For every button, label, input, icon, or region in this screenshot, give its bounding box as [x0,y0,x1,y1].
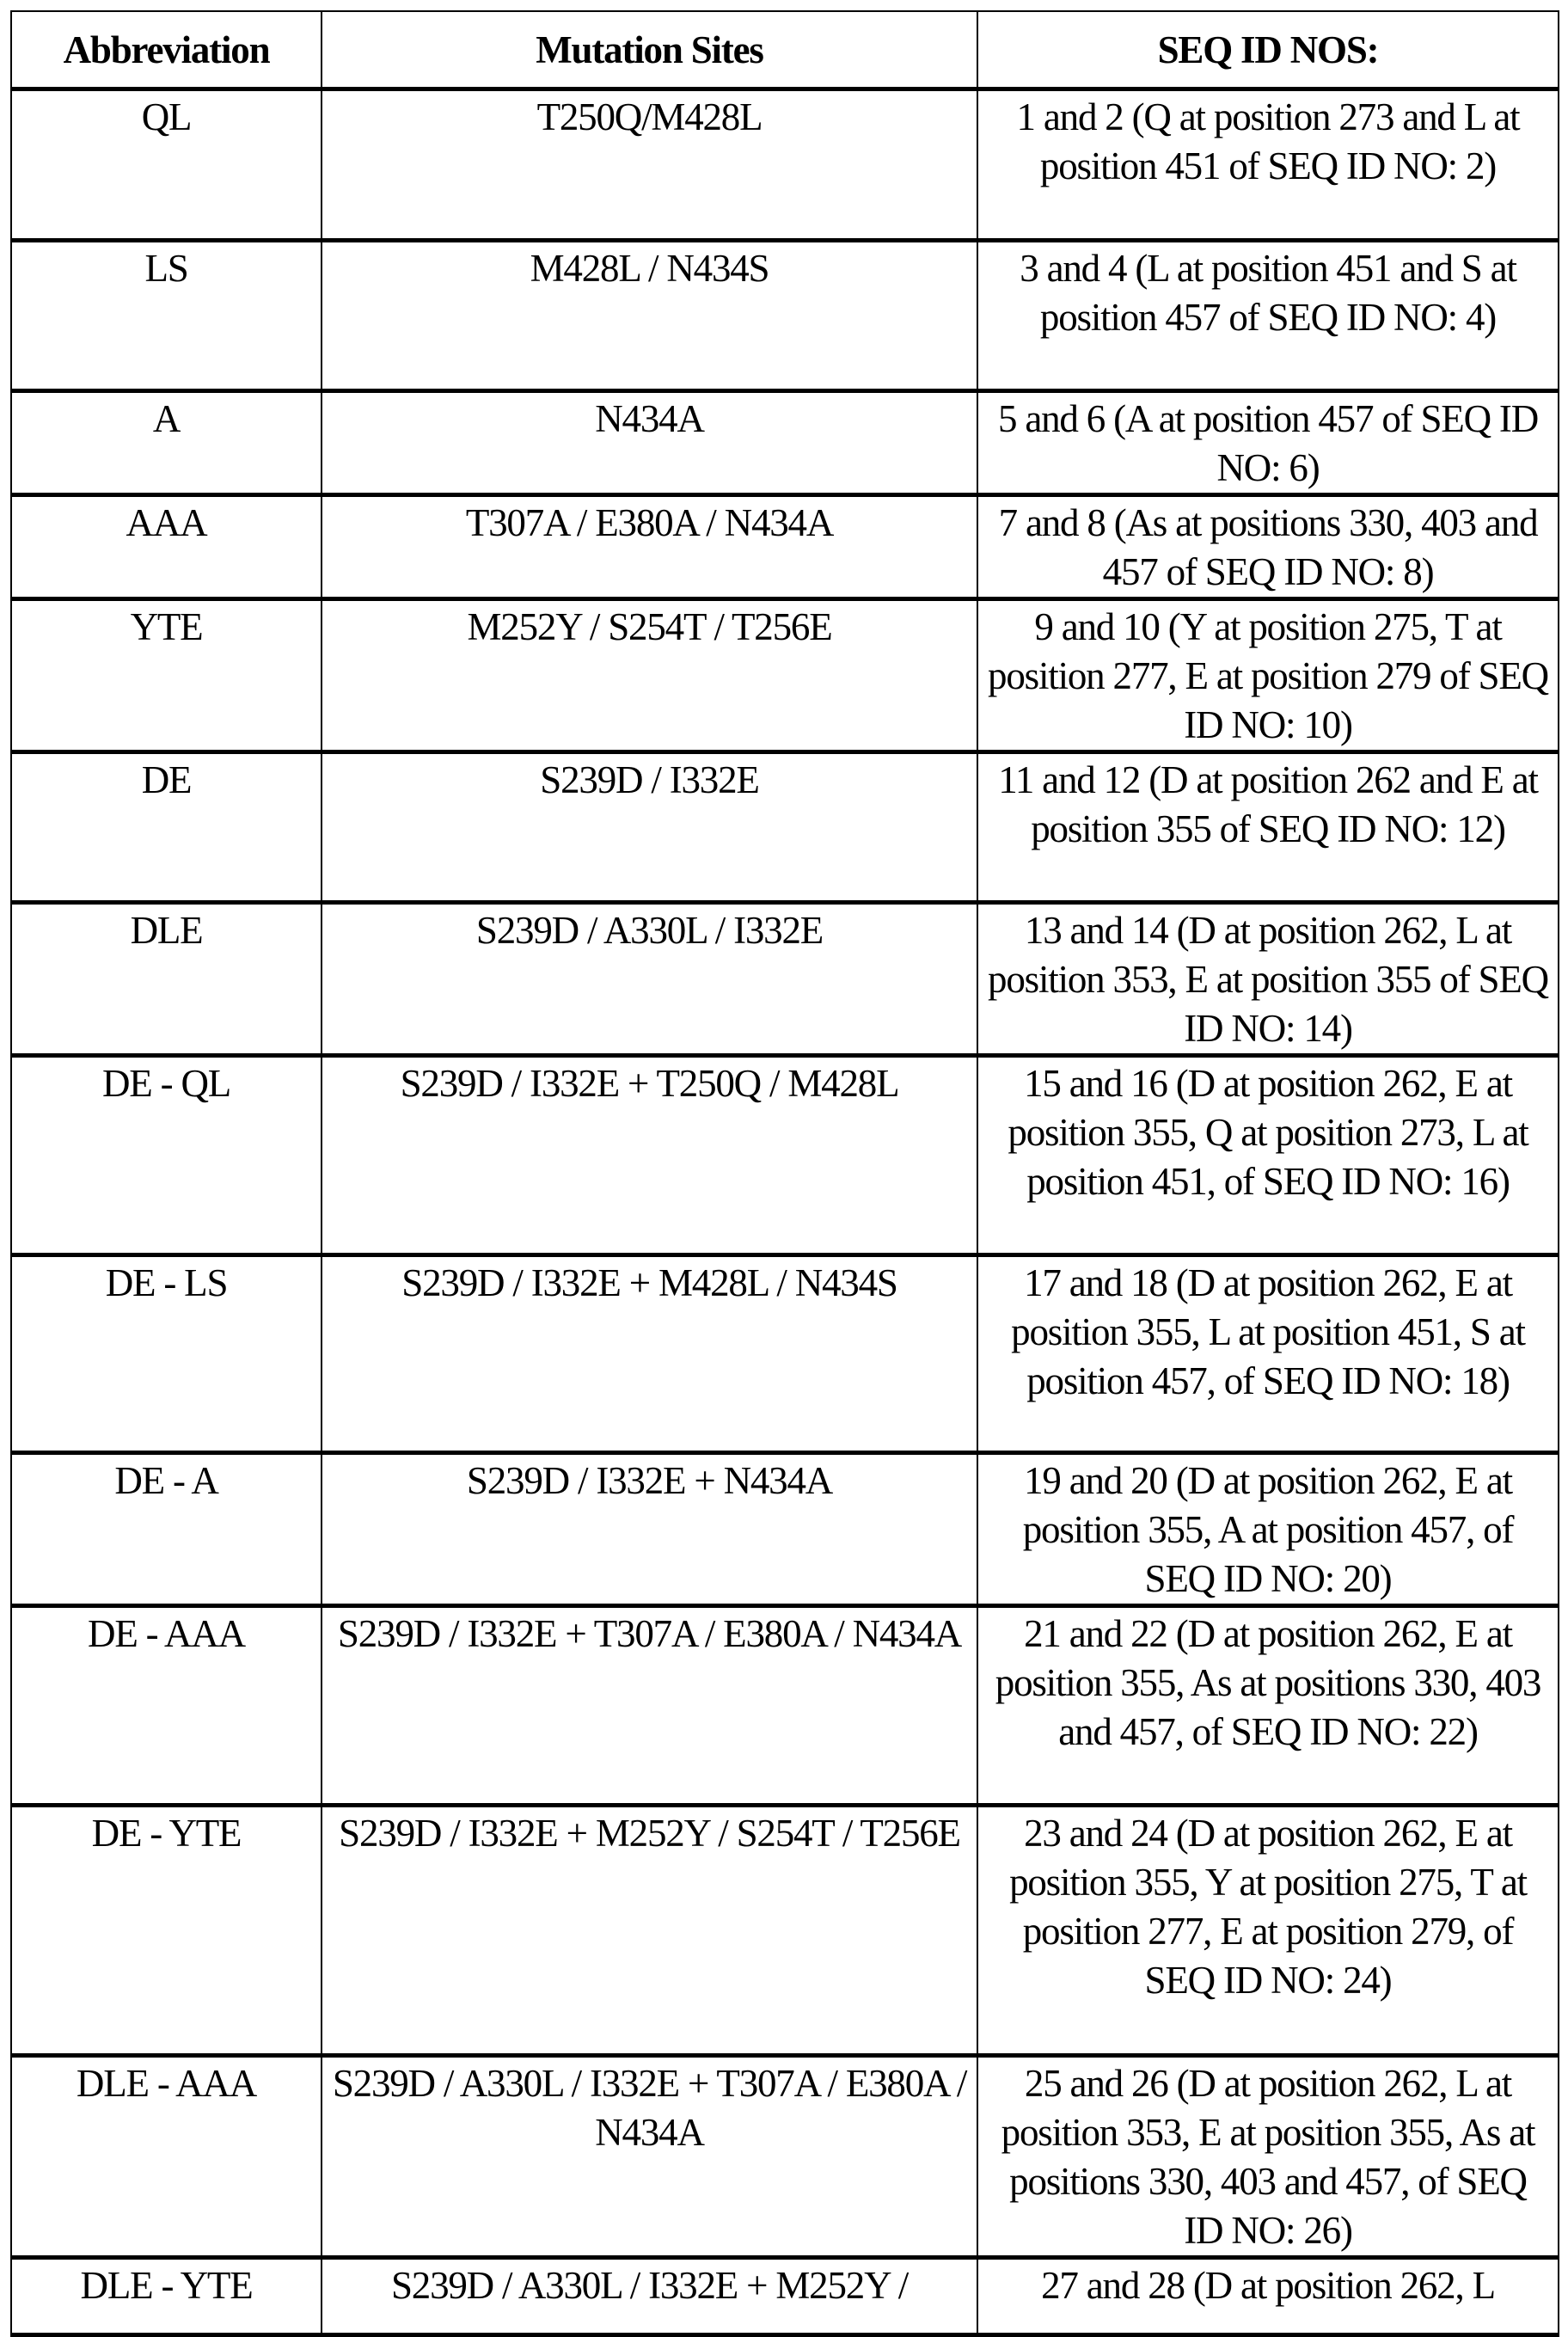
table-row [11,89,1559,240]
seq-id-cell: 23 and 24 (D at position 262, E at position 355, Y at position 275, T at position 277, E at position 279, of SEQ ID NO: 24) [977,1805,1559,2055]
header-row [11,11,1559,89]
abbreviation-cell: A [11,390,322,494]
abbreviation-cell: DE - LS [11,1254,322,1452]
abbreviation-cell: DE - A [11,1452,322,1605]
table-row [11,494,1559,598]
mutation-sites-cell: S239D / I332E [322,751,977,902]
table-row [11,240,1559,390]
seq-id-cell: 9 and 10 (Y at position 275, T at position 277, E at position 279 of SEQ ID NO: 10) [977,598,1559,751]
mutation-sites-cell: S239D / I332E + N434A [322,1452,977,1605]
mutation-sites-cell: M428L / N434S [322,240,977,390]
abbreviation-cell: AAA [11,494,322,598]
abbreviation-cell: DLE - AAA [11,2055,322,2257]
table-row [11,1254,1559,1452]
mutation-sites-cell: S239D / A330L / I332E [322,902,977,1055]
abbreviation-cell: DE - YTE [11,1805,322,2055]
seq-id-cell: 13 and 14 (D at position 262, L at position 353, E at position 355 of SEQ ID NO: 14) [977,902,1559,1055]
seq-id-cell: 17 and 18 (D at position 262, E at position 355, L at position 451, S at position 457, of SEQ ID NO: 18) [977,1254,1559,1452]
header-seq-id-nos: SEQ ID NOS: [977,11,1559,89]
table-row [11,902,1559,1055]
mutation-sites-cell: S239D / A330L / I332E + M252Y / [322,2257,977,2334]
abbreviation-cell: DLE - YTE [11,2257,322,2334]
mutation-table [10,10,1559,2337]
abbreviation-cell: DLE [11,902,322,1055]
header-abbreviation: Abbreviation [11,11,322,89]
table-row [11,598,1559,751]
abbreviation-cell: DE - AAA [11,1605,322,1805]
mutation-sites-cell: S239D / A330L / I332E + T307A / E380A / N434A [322,2055,977,2257]
abbreviation-cell: DE - QL [11,1055,322,1254]
table-row [11,1452,1559,1605]
table-row [11,2257,1559,2334]
mutation-sites-cell: M252Y / S254T / T256E [322,598,977,751]
mutation-sites-cell: T250Q/M428L [322,89,977,240]
header-mutation-sites: Mutation Sites [322,11,977,89]
mutation-sites-cell: S239D / I332E + M428L / N434S [322,1254,977,1452]
seq-id-cell: 11 and 12 (D at position 262 and E at position 355 of SEQ ID NO: 12) [977,751,1559,902]
seq-id-cell: 1 and 2 (Q at position 273 and L at position 451 of SEQ ID NO: 2) [977,89,1559,240]
table-row [11,1055,1559,1254]
seq-id-cell: 25 and 26 (D at position 262, L at position 353, E at position 355, As at positions 330, 403 and 457, of SEQ ID NO: 26) [977,2055,1559,2257]
abbreviation-cell: LS [11,240,322,390]
table-row [11,390,1559,494]
abbreviation-cell: QL [11,89,322,240]
mutation-sites-cell: S239D / I332E + M252Y / S254T / T256E [322,1805,977,2055]
mutation-sites-cell: S239D / I332E + T250Q / M428L [322,1055,977,1254]
seq-id-cell: 7 and 8 (As at positions 330, 403 and 457 of SEQ ID NO: 8) [977,494,1559,598]
table-row [11,1805,1559,2055]
mutation-sites-cell: S239D / I332E + T307A / E380A / N434A [322,1605,977,1805]
seq-id-cell: 15 and 16 (D at position 262, E at position 355, Q at position 273, L at position 451, of SEQ ID NO: 16) [977,1055,1559,1254]
seq-id-cell: 27 and 28 (D at position 262, L [977,2257,1559,2334]
seq-id-cell: 21 and 22 (D at position 262, E at position 355, As at positions 330, 403 and 457, of SEQ ID NO: 22) [977,1605,1559,1805]
seq-id-cell: 5 and 6 (A at position 457 of SEQ ID NO: 6) [977,390,1559,494]
abbreviation-cell: DE [11,751,322,902]
seq-id-cell: 3 and 4 (L at position 451 and S at position 457 of SEQ ID NO: 4) [977,240,1559,390]
seq-id-cell: 19 and 20 (D at position 262, E at position 355, A at position 457, of SEQ ID NO: 20) [977,1452,1559,1605]
mutation-sites-cell: T307A / E380A / N434A [322,494,977,598]
table-row [11,1605,1559,1805]
table-row [11,751,1559,902]
abbreviation-cell: YTE [11,598,322,751]
mutation-sites-cell: N434A [322,390,977,494]
table-row [11,2055,1559,2257]
